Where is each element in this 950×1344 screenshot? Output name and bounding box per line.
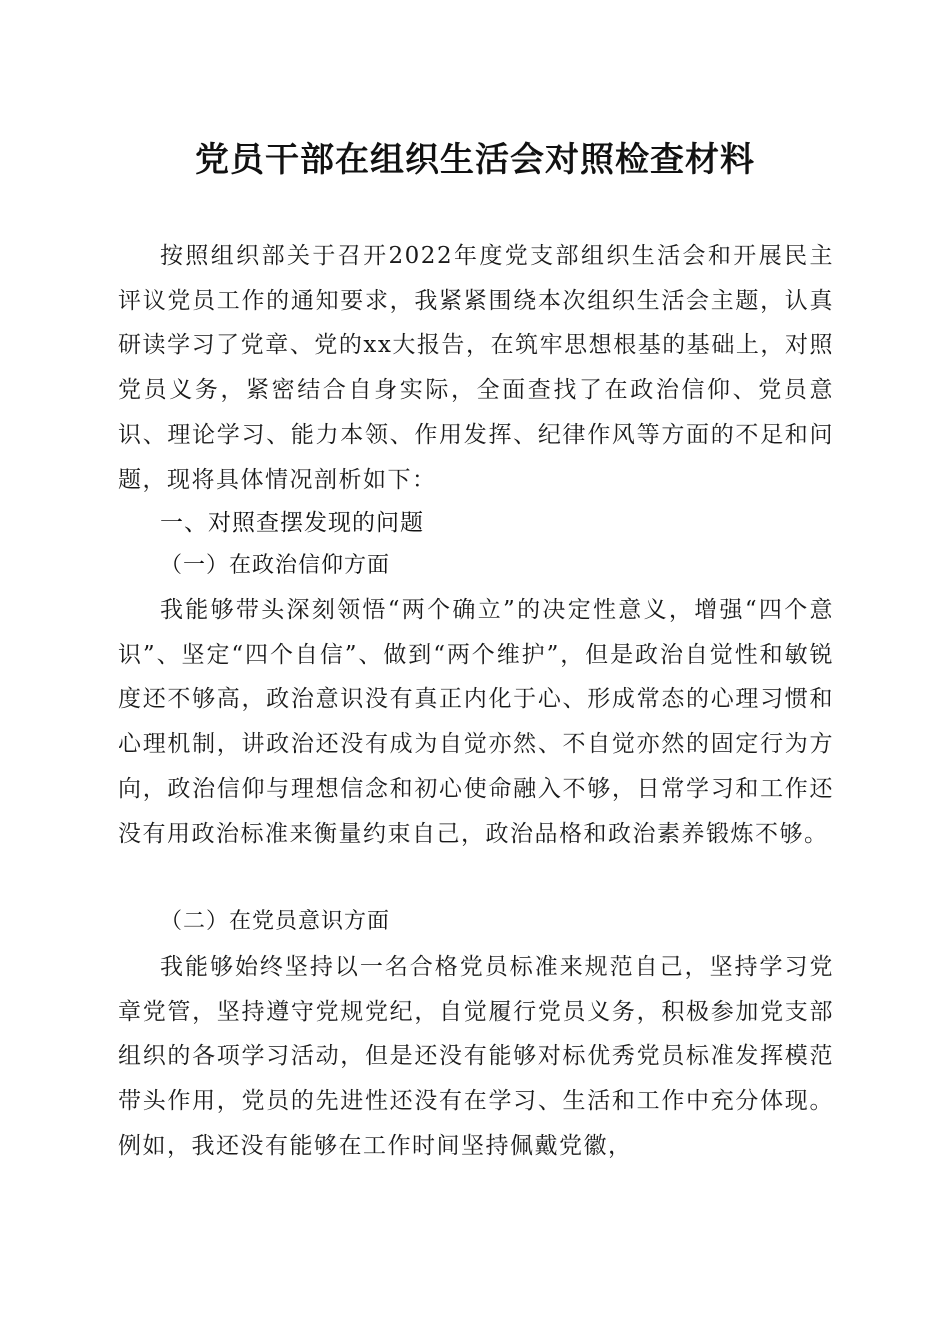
subsection-heading-political-belief: （一）在政治信仰方面 — [160, 553, 391, 578]
political-belief-paragraph: 我能够带头深刻领悟“两个确立”的决定性意义，增强“四个意识”、坚定“四个自信”、做到“两个维护”，但是政治自觉性和敏锐度还不够高，政治意识没有真正内化于心、形成常态的心理习惯和心理机制，讲政治还没有成为自觉亦然、不自觉亦然的固定行为方向，政治信仰与理想信念和初心使命融入不够，日常学习和工作还没有用政治标准来衡量约束自己，政治品格和政治素养锻炼不够。 — [118, 597, 834, 847]
section-heading-problems: 一、对照查摆发现的问题 — [160, 510, 424, 536]
subsection-heading-party-awareness: （二）在党员意识方面 — [160, 909, 391, 934]
intro-paragraph: 按照组织部关于召开2022年度党支部组织生活会和开展民主评议党员工作的通知要求，我紧紧围绕本次组织生活会主题，认真研读学习了党章、党的xx大报告，在筑牢思想根基的基础上，对照党员义务，紧密结合自身实际，全面查找了在政治信仰、党员意识、理论学习、能力本领、作用发挥、纪律作风等方面的不足和问题，现将具体情况剖析如下： — [118, 243, 834, 493]
party-awareness-paragraph: 我能够始终坚持以一名合格党员标准来规范自己，坚持学习党章党管，坚持遵守党规党纪，自觉履行党员义务，积极参加党支部组织的各项学习活动，但是还没有能够对标优秀党员标准发挥模范带头作用，党员的先进性还没有在学习、生活和工作中充分体现。例如，我还没有能够在工作时间坚持佩戴党徽， — [118, 954, 834, 1159]
document-title: 党员干部在组织生活会对照检查材料 — [195, 140, 755, 180]
